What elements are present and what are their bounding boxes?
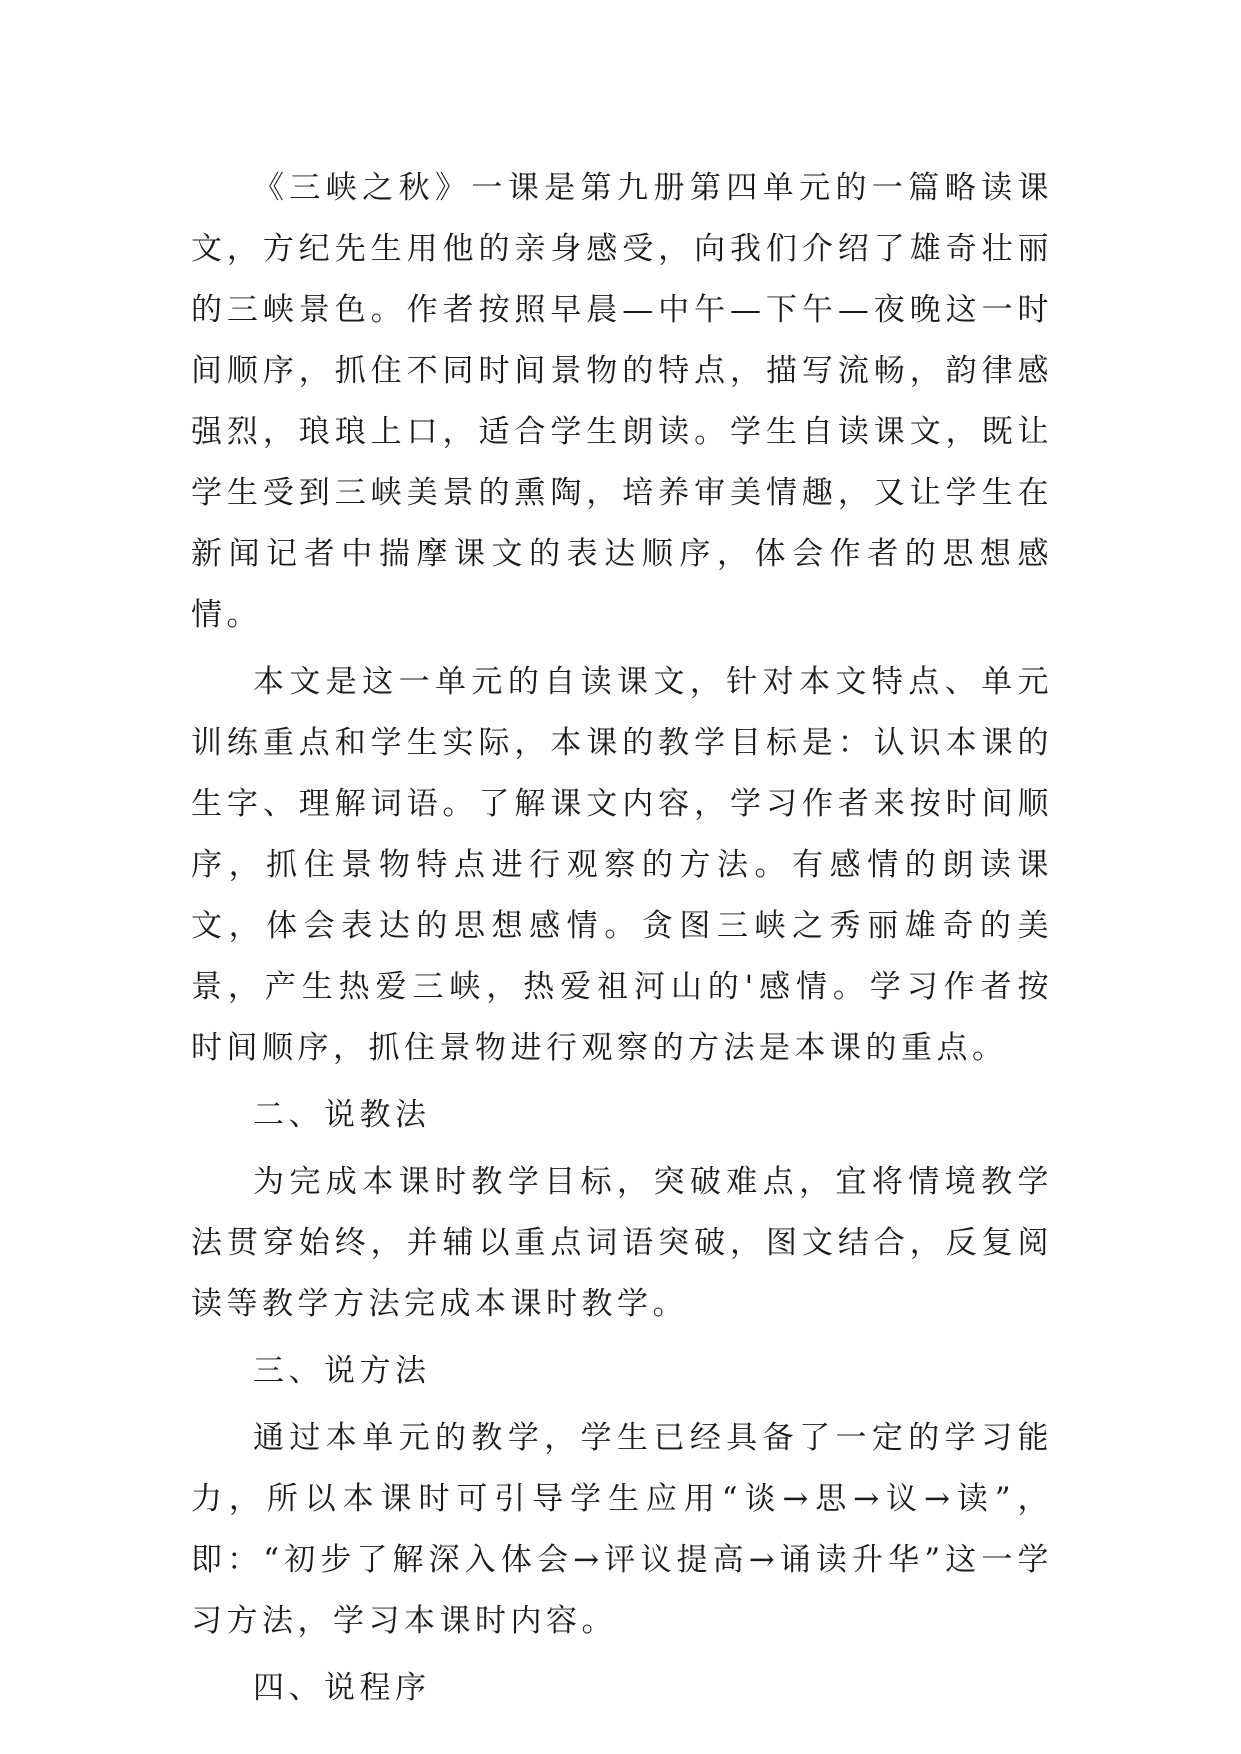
paragraph-teaching-method: 为完成本课时教学目标，突破难点，宜将情境教学法贯穿始终，并辅以重点词语突破，图文结合，反复阅读等教学方法完成本课时教学。	[191, 1164, 1053, 1322]
heading-teaching-method: 二、说教法	[253, 1097, 431, 1133]
paragraph-learning-method: 通过本单元的教学，学生已经具备了一定的学习能力，所以本课时可引导学生应用“谈→思→议→读”，即：“初步了解深入体会→评议提高→诵读升华”这一学习方法，学习本课时内容。	[191, 1420, 1053, 1639]
paragraph-lesson-intro: 《三峡之秋》一课是第九册第四单元的一篇略读课文，方纪先生用他的亲身感受，向我们介绍了雄奇壮丽的三峡景色。作者按照早晨—中午—下午—夜晚这一时间顺序，抓住不同时间景物的特点，描写流畅，韵律感强烈，琅琅上口，适合学生朗读。学生自读课文，既让学生受到三峡美景的熏陶，培养审美情趣，又让学生在新闻记者中揣摩课文的表达顺序，体会作者的思想感情。	[191, 170, 1053, 633]
paragraph-teaching-goals: 本文是这一单元的自读课文，针对本文特点、单元训练重点和学生实际，本课的教学目标是：认识本课的生字、理解词语。了解课文内容，学习作者来按时间顺序，抓住景物特点进行观察的方法。有感情的朗读课文，体会表达的思想感情。贪图三峡之秀丽雄奇的美景，产生热爱三峡，热爱祖河山的'感情。学习作者按时间顺序，抓住景物进行观察的方法是本课的重点。	[191, 664, 1053, 1066]
document-body	[191, 158, 1053, 1719]
heading-learning-method: 三、说方法	[253, 1353, 431, 1389]
heading-procedure: 四、说程序	[253, 1670, 431, 1706]
